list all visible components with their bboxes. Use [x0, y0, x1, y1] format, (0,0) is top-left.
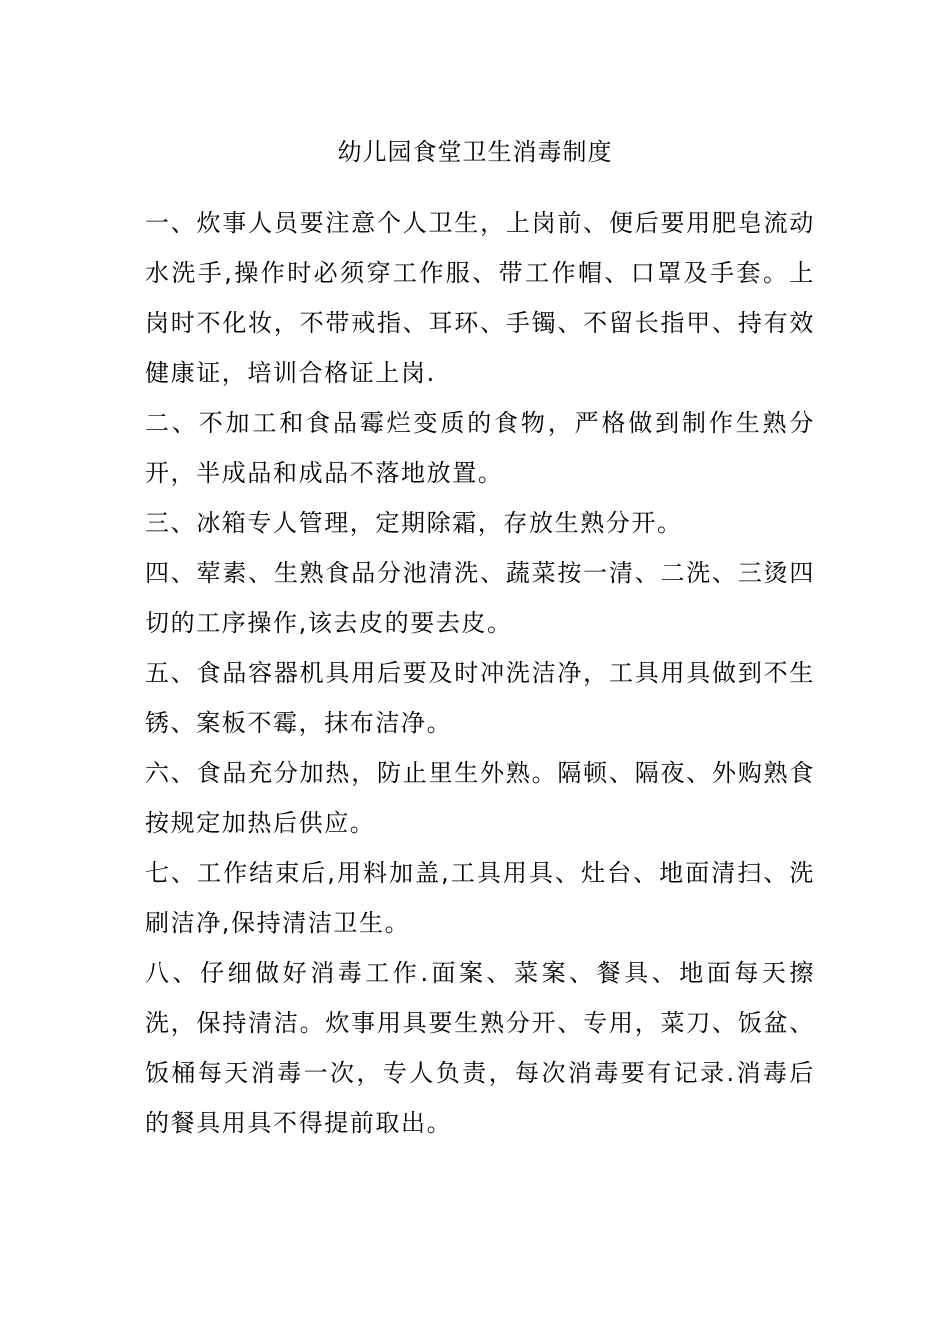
clause-8: 八、仔细做好消毒工作.面案、菜案、餐具、地面每天擦洗，保持清洁。炊事用具要生熟分开、专用，菜刀、饭盆、饭桶每天消毒一次，专人负责，每次消毒要有记录.消毒后的餐具用具不得提前取出。 — [145, 959, 815, 1137]
clause-3: 三、冰箱专人管理，定期除霜，存放生熟分开。 — [145, 509, 683, 537]
document-body — [145, 198, 815, 1148]
clause-1: 一、炊事人员要注意个人卫生，上岗前、便后要用肥皂流动水洗手,操作时必须穿工作服、带工作帽、口罩及手套。上岗时不化妆，不带戒指、耳环、手镯、不留长指甲、持有效健康证，培训合格证上岗. — [145, 209, 815, 387]
clause-4: 四、荤素、生熟食品分池清洗、蔬菜按一清、二洗、三烫四切的工序操作,该去皮的要去皮。 — [145, 559, 815, 637]
document-title: 幼儿园食堂卫生消毒制度 — [337, 138, 613, 166]
clause-2: 二、不加工和食品霉烂变质的食物，严格做到制作生熟分开，半成品和成品不落地放置。 — [145, 409, 815, 487]
clause-5: 五、食品容器机具用后要及时冲洗洁净，工具用具做到不生锈、案板不霉，抹布洁净。 — [145, 659, 815, 737]
clause-6: 六、食品充分加热，防止里生外熟。隔顿、隔夜、外购熟食按规定加热后供应。 — [145, 759, 815, 837]
clause-7: 七、工作结束后,用料加盖,工具用具、灶台、地面清扫、洗刷洁净,保持清洁卫生。 — [145, 859, 815, 937]
